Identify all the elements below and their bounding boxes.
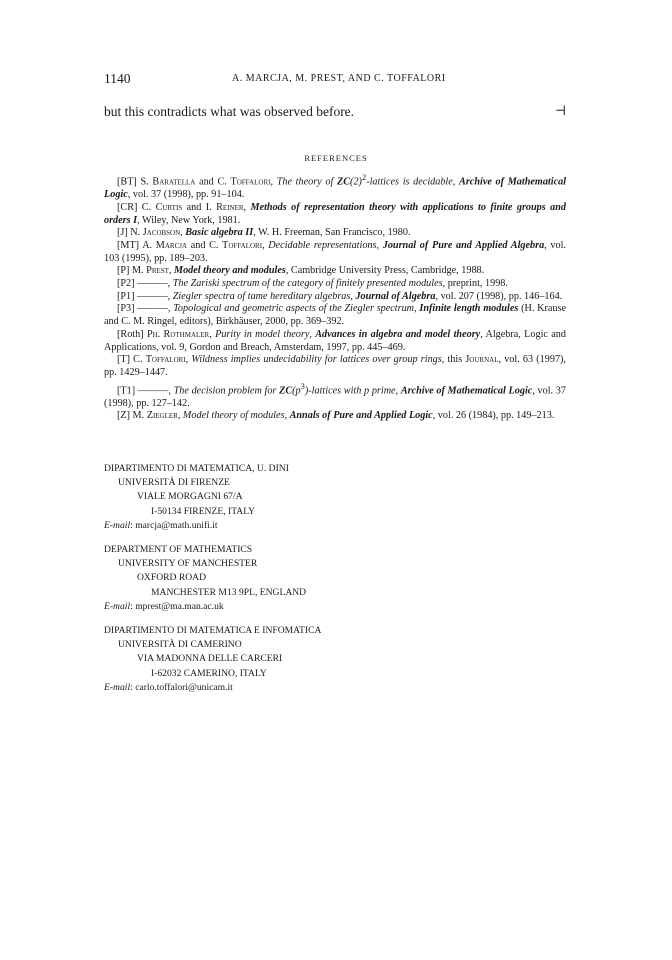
reference-text-run: Journal of Pure and Applied Algebra <box>382 239 545 251</box>
reference-text-run: Advances in algebra and model theory <box>315 328 481 340</box>
reference-text-run: , vol. 63 (1997), pp. 1429–1447. <box>104 354 566 378</box>
email-label: E-mail <box>104 681 131 693</box>
closing-text: but this contradicts what was observed before. <box>104 104 355 119</box>
reference-text-run: Basic algebra II <box>185 227 254 239</box>
reference-text-run: and C. <box>187 239 223 251</box>
reference-text-run: Toffalori <box>145 354 186 366</box>
reference-text-run: Infinite length modules <box>419 303 519 315</box>
reference-text-run: Prest <box>146 265 169 277</box>
address-line: I-62032 CAMERINO, ITALY <box>151 667 267 679</box>
reference-entry <box>104 202 566 227</box>
reference-text-run: 2 <box>361 172 367 182</box>
reference-text-run: , <box>376 239 383 251</box>
reference-text-run: , <box>185 354 192 366</box>
reference-text-run: [J] N. <box>117 227 143 239</box>
reference-text-run: [P2] ———, <box>117 278 173 290</box>
running-head: A. MARCJA, M. PREST, AND C. TOFFALORI <box>232 73 446 84</box>
reference-text-run: Toffalori <box>230 176 271 188</box>
address-block <box>104 462 504 533</box>
reference-entry <box>104 291 566 304</box>
reference-text-run: )-lattices with p prime <box>304 385 396 397</box>
email-line <box>104 681 504 695</box>
reference-text-run: (2) <box>350 176 362 188</box>
reference-text-run: , vol. 103 (1995), pp. 189–203. <box>104 239 566 264</box>
reference-text-run: , <box>270 176 277 188</box>
address-line: VIA MADONNA DELLE CARCERI <box>137 653 283 665</box>
reference-entry <box>104 265 566 278</box>
address-line: UNIVERSITÀ DI FIRENZE <box>118 477 230 489</box>
reference-text-run: , <box>414 303 420 315</box>
reference-text-run: Model theory of modules <box>182 410 285 422</box>
reference-entry <box>104 278 566 291</box>
closing-sentence <box>104 104 566 120</box>
email-line <box>104 519 504 533</box>
email-address: : marcja@math.unifi.it <box>130 519 218 531</box>
reference-entry <box>104 227 566 240</box>
reference-text-run: Journal <box>465 354 499 366</box>
reference-text-run: The Zariski spectrum of the category of finitely presented modules <box>172 278 443 290</box>
qed-symbol: ⊣ <box>554 103 566 118</box>
reference-text-run: and I. <box>182 201 217 213</box>
reference-entry <box>104 354 566 379</box>
reference-text-run: , vol. 37 (1998), pp. 91–104. <box>127 189 245 201</box>
address-line: UNIVERSITÀ DI CAMERINO <box>118 639 242 651</box>
address-line: OXFORD ROAD <box>137 572 207 584</box>
reference-text-run: , Algebra, Logic and Applications, vol. 9, Gordon and Breach, Amsterdam, 1997, pp. 445–469. <box>104 328 566 353</box>
address-block <box>104 624 504 695</box>
address-line: DIPARTIMENTO DI MATEMATICA, U. DINI <box>104 463 289 474</box>
reference-text-run: Toffalori <box>222 239 263 251</box>
address-line: DIPARTIMENTO DI MATEMATICA E INFOMATICA <box>104 625 322 637</box>
reference-text-run: , this <box>441 354 466 366</box>
reference-entry <box>104 410 566 423</box>
reference-text-run: , <box>168 265 175 277</box>
reference-text-run: Ph. Rothmaler <box>146 328 210 340</box>
reference-text-run: , vol. 37 (1998), pp. 127–142. <box>104 385 566 409</box>
reference-text-run: Ziegler <box>146 410 178 422</box>
reference-text-run: [P1] ———, <box>117 290 173 302</box>
reference-text-run: , vol. 26 (1984), pp. 149–213. <box>432 410 555 422</box>
reference-text-run: , vol. 207 (1998), pp. 146–164. <box>435 290 563 302</box>
reference-text-run: Model theory and modules <box>174 265 286 277</box>
reference-text-run: Archive of Mathematical Logic <box>400 385 533 397</box>
reference-text-run: Methods of representation theory with applications to finite groups and orders I <box>104 201 567 226</box>
reference-entry <box>104 240 566 265</box>
reference-text-run: The decision problem for <box>173 385 280 397</box>
reference-text-run: and C. <box>195 176 231 188</box>
page-header <box>104 71 566 87</box>
reference-text-run: , <box>452 176 460 188</box>
reference-text-run: [P3] ———, <box>117 303 174 315</box>
address-line: MANCHESTER M13 9PL, ENGLAND <box>151 586 307 598</box>
reference-text-run: Archive of Mathematical Logic <box>104 176 567 201</box>
reference-text-run: , <box>209 328 216 340</box>
reference-entry <box>104 171 566 202</box>
address-line: I-50134 FIRENZE, ITALY <box>151 505 256 517</box>
reference-text-run: [Roth] <box>117 328 147 340</box>
reference-text-run: Wildness implies undecidability for lattices over group rings <box>191 354 442 366</box>
reference-text-run: , W. H. Freeman, San Francisco, 1980. <box>253 227 411 239</box>
reference-text-run: [MT] A. <box>117 239 156 251</box>
reference-text-run: , <box>309 328 316 340</box>
reference-text-run: Annals of Pure and Applied Logic <box>289 410 433 422</box>
reference-text-run: Topological and geometric aspects of the Ziegler spectrum <box>173 303 415 315</box>
reference-text-run: -lattices is decidable <box>366 176 453 188</box>
reference-text-run: , <box>284 410 290 422</box>
reference-text-run: [CR] C. <box>117 201 156 213</box>
reference-list <box>104 171 566 423</box>
reference-text-run: , Cambridge University Press, Cambridge, 1988. <box>285 265 485 277</box>
reference-text-run: Journal of Algebra <box>355 290 436 302</box>
reference-text-run: [BT] S. <box>117 176 153 188</box>
reference-text-run: , Wiley, New York, 1981. <box>137 214 241 226</box>
reference-text-run: (H. Krause and C. M. Ringel, editors), Birkhäuser, 2000, pp. 369–392. <box>104 303 567 328</box>
reference-text-run: , <box>262 239 269 251</box>
reference-text-run: ZC <box>279 385 293 397</box>
address-line: DEPARTMENT OF MATHEMATICS <box>104 544 253 556</box>
reference-text-run: [T1] ———, <box>117 385 174 397</box>
email-label: E-mail <box>104 600 131 612</box>
reference-entry <box>104 329 566 354</box>
address-line: VIALE MORGAGNI 67/A <box>137 491 243 503</box>
email-address: : mprest@ma.man.ac.uk <box>130 600 224 612</box>
email-address: : carlo.toffalori@unicam.it <box>130 681 233 693</box>
reference-text-run: , preprint, 1998. <box>442 278 508 290</box>
page-number: 1140 <box>104 71 131 86</box>
reference-text-run: [Z] M. <box>117 410 147 422</box>
reference-text-run: Baratella <box>152 176 196 188</box>
email-line <box>104 600 504 614</box>
reference-text-run: Jacobson <box>142 227 181 239</box>
address-block <box>104 543 504 614</box>
reference-text-run: , <box>350 290 356 302</box>
reference-text-run: [T] C. <box>117 354 146 366</box>
reference-text-run: Purity in model theory <box>215 328 310 340</box>
reference-text-run: 3 <box>300 380 305 391</box>
email-label: E-mail <box>104 519 131 531</box>
reference-text-run: [P] M. <box>117 265 147 277</box>
reference-text-run: , <box>180 227 186 239</box>
reference-text-run: Reiner <box>216 201 244 213</box>
reference-text-run: Decidable representations <box>268 239 377 251</box>
references-heading: REFERENCES <box>304 153 368 163</box>
reference-text-run: ZC <box>337 176 351 188</box>
reference-text-run: , <box>177 410 183 422</box>
reference-entry <box>104 303 566 328</box>
reference-text-run: Marcja <box>155 239 188 251</box>
reference-text-run: The theory of <box>276 176 338 188</box>
reference-text-run: (p <box>292 385 301 397</box>
reference-text-run: Curtis <box>155 201 183 213</box>
reference-text-run: , <box>243 201 251 213</box>
address-line: UNIVERSITY OF MANCHESTER <box>118 558 258 570</box>
author-addresses <box>104 462 504 705</box>
reference-entry <box>104 380 566 411</box>
reference-text-run: , <box>395 385 401 397</box>
reference-text-run: Ziegler spectra of tame hereditary algebras <box>172 290 351 302</box>
